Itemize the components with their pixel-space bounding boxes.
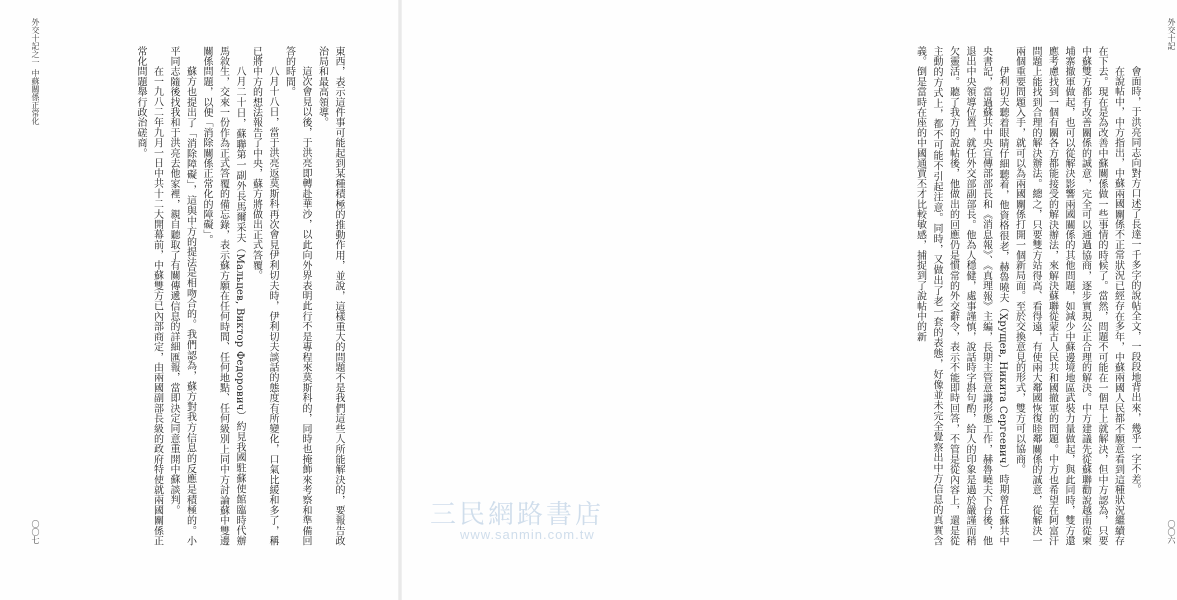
left-paragraph: 八月十八日，當于洪亮返莫斯科再次會見伊利切夫時，伊利切夫談話的態度有所變化，口氣比緩和多了，稱已將中方的想法報告了中央，蘇方將做出正式答覆。 [250,46,278,546]
right-text-block [844,46,1142,546]
right-paragraph: 會面時，于洪亮同志向對方口述了長達一千多字的說帖全文，一段段地背出來，幾乎一字不差。 [1129,66,1140,495]
right-paragraph: 伊利切夫聽着眼睛仔細聽着，他資格很老，赫魯曉夫（Хрущев, Никита Сергеевич）時期曾任蘇共中央書記，當過蘇共中央宣傳部部長和《消息報》、《真理報》主編，長期主管意識形態工作，赫魯曉夫下台後，他退出中央領導位置，就任外交部副部長。他為人穩健，處事謹慎，說話時字斟句酌，給人的印象是過於嚴謹而稍欠靈活。聽了我方的說帖後，他做出的回應仍是慣常的外交辭令，表示不能即時回答，不管是從內容上，還是從主動的方式上，都不可能不引起注意。同時，又做出了老一套的表態，好像並未完全覺察出中方信息的真實含義。倒是當時在座的中國通賈丕才比較敏感，捕捉到了說帖中的新 [914,46,1008,546]
right-running-head [1166,18,1176,50]
left-paragraph: 在一九八二年九月一日中共十二大開幕前，中蘇雙方已內部商定，由兩國副部長級的政府特使就兩國關係正常化問題舉行政治磋商。 [135,46,163,546]
left-paragraph: 蘇方也提出了「消除障礙」，這與中方的提法是相吻合的。我們認為，蘇方對我方信息的反應是積極的。小平同志隨後找我和于洪亮去他家裡，親自聽取了有關傳遞信息的詳細匯報，當即決定同意重開中蘇談判。 [168,46,196,546]
left-running-head [30,18,40,125]
right-page [400,0,1176,600]
watermark-url: www.sanmin.com.tw [460,527,595,542]
left-paragraph: 這次會見以後，于洪亮即轉赴華沙，以此向外界表明此行不是專程來莫斯科的，同時也掩飾來考察和準備回答的時間。 [283,46,311,546]
left-text-block [88,46,346,546]
left-paragraph: 東西，表示這件事可能起到某種積極的推動作用，並說，這樣重大的問題不是我們這些人所能解決的，要報告政治局和最高領導。 [316,46,344,546]
right-running-head-title: 外交十記 [1167,18,1176,50]
left-running-head-series: 外交十記之一 [31,18,40,66]
left-running-head-chapter: 中蘇關係正常化 [31,68,40,125]
left-page-number: 〇〇七 [31,520,40,544]
right-page-number: 〇〇六 [1167,520,1176,544]
left-page [0,0,400,600]
watermark-text: 三民網路書店 [430,499,605,529]
left-paragraph: 八月二十日，蘇聯第一副外長馬爾采夫（Мальцев, Виктор Федорович）約見我國駐蘇使館臨時代辦馬敘生，交來一份作為正式答覆的備忘錄，表示蘇方願在任何時間、任何地點、任何級別上同中方討論蘇中雙邊關係問題，以便「消除關係正常化的障礙」。 [201,46,245,546]
right-paragraph: 在說帖中，中方指出，中蘇兩國關係不正常狀況已經存在多年，中蘇兩國人民都不願意看到這種狀況繼續存在下去。現在是為改善中蘇關係做一些事情的時候了。當然，問題不可能在一個早上就解決，但中方認為，只要中蘇雙方都有改善關係的誠意，完全可以通過協商，逐步實現公正合理的解決。中方建議先從蘇聯勸說越南從柬埔寨撤軍做起，也可以從解決影響兩國關係的其他問題，如減少中蘇邊境地區武裝力量做起，與此同時，雙方還應考慮找到一個有關各方都能接受的解決辦法，來解決蘇聯從蒙古人民共和國撤軍的問題。中方也希望在阿富汗問題上能找到合理的解決辦法。總之，只要雙方站得高、看得遠，有使兩大鄰國恢復睦鄰關係的誠意，從解決一兩個重要問題入手，就可以為兩國關係打開一個新局面。至於交換意見的形式，雙方可以協商。 [1013,46,1124,546]
